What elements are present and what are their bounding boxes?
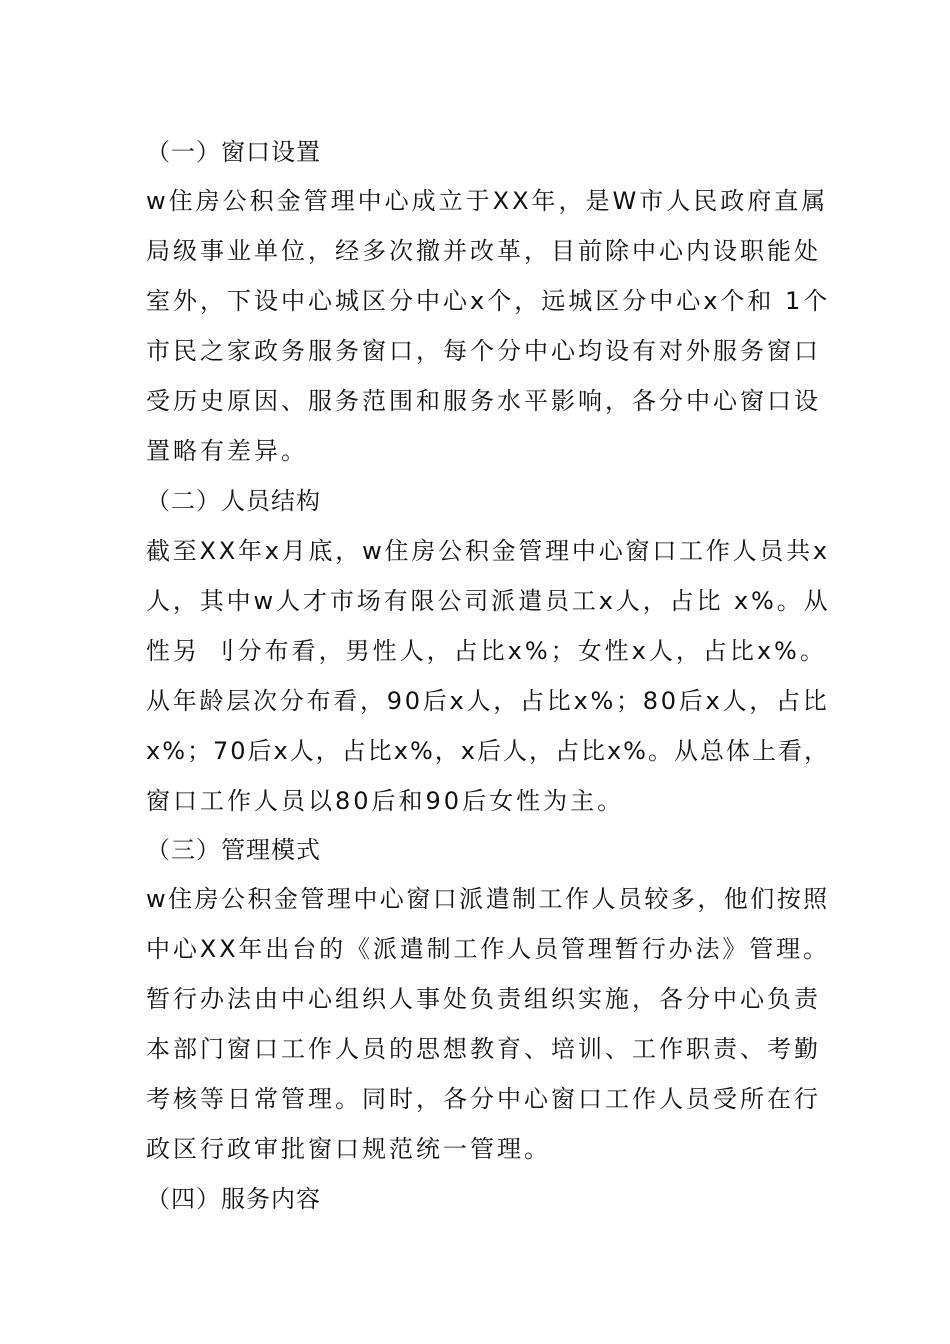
section-heading-3: （三）管理模式: [146, 836, 321, 864]
paragraph-line: 市民之家政务服务窗口，每个分中心均设有对外服务窗口: [146, 337, 821, 365]
paragraph-line: w住房公积金管理中心窗口派遣制工作人员较多，他们按照: [146, 885, 830, 913]
paragraph-line: 人，其中w人才市场有限公司派遣员工x人，占比 x%。从: [146, 587, 831, 615]
paragraph-line: 政区行政审批窗口规范统一管理。: [146, 1135, 551, 1163]
paragraph-line: 局级事业单位，经多次撤并改革，目前除中心内设职能处: [146, 237, 821, 265]
paragraph-line: 室外，下设中心城区分中心x个，远城区分中心x个和 1个: [146, 287, 831, 315]
paragraph-line: w住房公积金管理中心成立于XX年，是W市人民政府直属: [146, 187, 829, 215]
paragraph-line: 窗口工作人员以80后和90后女性为主。: [146, 787, 625, 815]
paragraph-line: 考核等日常管理。同时，各分中心窗口工作人员受所在行: [146, 1085, 821, 1113]
paragraph-line: 本部门窗口工作人员的思想教育、培训、工作职责、考勤: [146, 1035, 821, 1063]
paragraph-line: 截至XX年x月底，w住房公积金管理中心窗口工作人员共x: [146, 537, 830, 565]
paragraph-line: 置略有差异。: [146, 437, 308, 465]
paragraph-line: 从年龄层次分布看，90后x人，占比x%；80后x人，占比: [146, 687, 830, 715]
section-heading-2: （二）人员结构: [146, 487, 321, 515]
section-heading-1: （一）窗口设置: [146, 138, 321, 166]
paragraph-line: 暂行办法由中心组织人事处负责组织实施，各分中心负责: [146, 985, 821, 1013]
paragraph-line: 中心XX年出台的《派遣制工作人员管理暂行办法》管理。: [146, 935, 830, 963]
section-heading-4: （四）服务内容: [146, 1185, 321, 1213]
paragraph-line: 受历史原因、服务范围和服务水平影响，各分中心窗口设: [146, 387, 821, 415]
paragraph-line: 性另 刂分布看，男性人，占比x%；女性x人，占比x%。: [146, 637, 827, 665]
paragraph-line: x%；70后x人，占比x%，x后人，占比x%。从总体上看，: [146, 737, 830, 765]
